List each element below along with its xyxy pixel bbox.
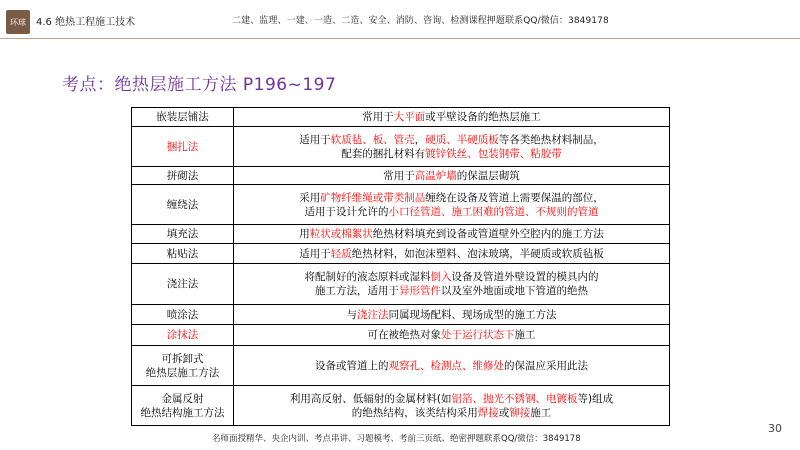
header-divider [0,38,800,39]
method-name-line: 可拆卸式 [161,352,204,365]
highlight-text: 粒状或棉絮状 [309,228,373,240]
method-description [234,346,670,386]
method-name [132,325,234,346]
table-row [132,244,670,264]
method-name-line: 捆扎法 [166,140,199,153]
highlight-text: 异形管件 [399,285,441,297]
table-row [132,167,670,185]
description-text: 施工方法，适用于 [315,285,399,297]
description-text: 等各类绝热材料制品， [498,133,604,146]
table-row [132,325,670,346]
table-row [132,108,670,127]
method-name-line: 缠绕法 [166,198,199,211]
description-text: 设备或管道上的 [315,359,389,372]
highlight-text: 浇注法 [357,308,389,321]
highlight-text: 焊接 [477,406,499,419]
highlight-text: 镀锌铁丝、包装钢带、粘胶带 [425,147,562,160]
description-text: 利用高反射、低辐射的金属材料(如 [289,392,452,405]
highlight-text: 铝箔、抛光不锈钢、电镀板 [451,392,578,405]
description-text: 适用于设计允许的 [304,205,389,218]
method-name [132,346,234,386]
section-label: 4.6 绝热工程施工技术 [36,17,136,28]
description-text: 适用于 [299,133,331,146]
description-text: ， [414,133,426,146]
description-text: 施工 [530,406,552,419]
method-name [132,244,234,264]
method-description [234,386,670,426]
description-text: 绝热材料，如泡沫塑料、泡沫玻璃，半硬质或软质毡板 [351,247,604,260]
description-text: 与 [346,308,357,321]
table-row [132,346,670,386]
description-text: 用 [299,228,310,240]
insulation-methods-table [131,107,670,426]
method-name-line: 粘贴法 [166,247,199,260]
description-text: 常用于 [362,111,394,123]
highlight-text: 矿物纤维绳或带类制品 [320,191,426,204]
method-name [132,264,234,305]
highlight-text: 高温炉墙 [414,169,457,182]
highlight-text: 小口径管道、施工困难的管道、不规则的管道 [388,205,599,218]
method-description [234,225,670,244]
method-description [234,108,670,127]
description-text: 以及室外地面或地下管道的绝热 [441,285,588,297]
description-text: 设备及管道外壁设置的模具内的 [451,271,599,283]
method-name-line: 填充法 [166,228,199,240]
method-name-line: 绝热结构施工方法 [140,406,225,419]
highlight-text: 倒入 [430,271,452,283]
method-name-line: 金属反射 [161,392,204,405]
description-text: 采用 [299,191,321,204]
highlight-text: 处于运行状态下 [441,329,515,341]
slide-title: 考点：绝热层施工方法 P196~197 [62,75,337,95]
description-text: 适用于 [299,247,331,260]
description-text: 施工 [514,329,536,341]
page-number: 30 [768,422,782,435]
description-text: 的绝热结构，该类结构采用 [351,406,478,419]
method-name [132,225,234,244]
method-description [234,325,670,346]
description-text: 可在被绝热对象 [367,329,441,341]
highlight-text: 轻质 [330,247,352,260]
method-name [132,108,234,127]
table-row [132,305,670,325]
highlight-text: 观察孔、检测点、维修处 [388,359,504,372]
method-name [132,167,234,185]
brand-logo: 环球 [6,10,30,34]
method-name-line: 涂抹法 [166,329,199,341]
description-text: 或 [498,406,510,419]
method-name-line: 拼砌法 [166,169,199,182]
method-description [234,127,670,167]
table-row [132,225,670,244]
method-description [234,185,670,225]
header-contact-info: 二建、监理、一建、一造、二造、安全、消防、咨询、检测课程押题联系QQ/微信：3849178 [232,16,609,26]
method-name [132,386,234,426]
method-description [234,167,670,185]
footer-text: 名师面授精华、央企内训、考点串讲、习题模考、考前三页纸、绝密押题联系QQ/微信：3849178 [212,434,581,444]
highlight-text: 铆接 [509,406,531,419]
description-text: 同属现场配料、现场成型的施工方法 [388,308,557,321]
method-description [234,305,670,325]
method-name [132,185,234,225]
description-text: 绝热材料填充到设备或管道壁外空腔内的施工方法 [372,228,604,240]
method-name-line: 浇注法 [166,278,199,290]
method-description [234,244,670,264]
method-name [132,127,234,167]
description-text: 的保温层砌筑 [456,169,520,182]
table-row [132,127,670,167]
description-text: 缠绕在设备及管道上需要保温的部位， [425,191,604,204]
table-row [132,264,670,305]
method-description [234,264,670,305]
method-name-line: 喷涂法 [166,308,199,321]
description-text: 常用于 [383,169,415,182]
description-text: 的保温应采用此法 [504,359,588,372]
description-text: 等)组成 [577,392,614,405]
highlight-text: 软质毡、板、管壳 [330,133,415,146]
description-text: 或平壁设备的绝热层施工 [425,111,541,123]
method-name-line: 嵌装层铺法 [156,111,209,123]
method-name [132,305,234,325]
table-row [132,185,670,225]
description-text: 配套的捆扎材料有 [341,147,426,160]
method-name-line: 绝热层施工方法 [145,366,220,379]
highlight-text: 大平面 [393,111,426,123]
description-text: 将配制好的液态原料或湿料 [304,271,431,283]
highlight-text: 硬质、半硬质板 [425,133,499,146]
table-row [132,386,670,426]
